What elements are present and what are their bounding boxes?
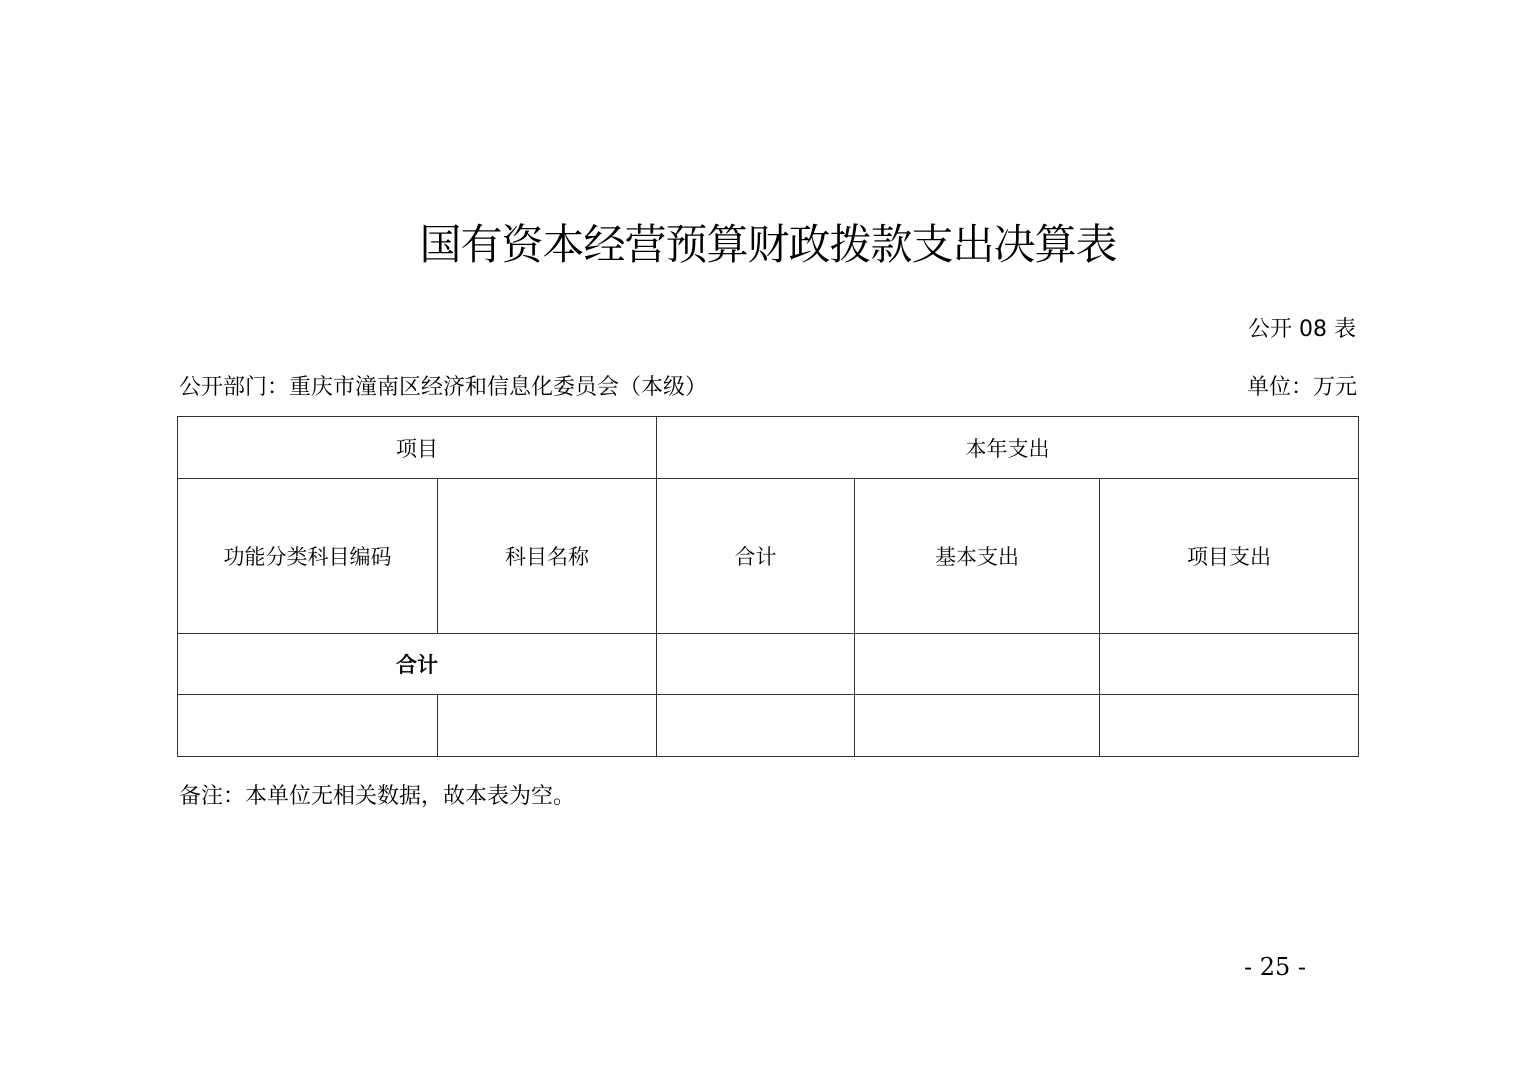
total-row-label: 合计 bbox=[178, 634, 657, 695]
page-title: 国有资本经营预算财政拨款支出决算表 bbox=[419, 220, 1117, 269]
row-code-cell bbox=[178, 695, 438, 757]
header-subject-name: 科目名称 bbox=[438, 479, 657, 634]
total-row-total bbox=[657, 634, 855, 695]
row-total-cell bbox=[657, 695, 855, 757]
form-number: 公开 08 表 bbox=[1248, 317, 1356, 342]
row-name-cell bbox=[438, 695, 657, 757]
unit-label: 单位：万元 bbox=[1246, 375, 1357, 400]
header-function-code: 功能分类科目编码 bbox=[178, 479, 438, 634]
table-column-header-row bbox=[178, 479, 1359, 634]
table-note: 备注：本单位无相关数据，故本表为空。 bbox=[179, 784, 576, 809]
table-group-header-row bbox=[178, 417, 1359, 479]
row-project-cell bbox=[1100, 695, 1359, 757]
header-item: 项目 bbox=[178, 417, 657, 479]
row-basic-cell bbox=[855, 695, 1100, 757]
header-current-year-expense: 本年支出 bbox=[657, 417, 1359, 479]
budget-table bbox=[177, 416, 1359, 757]
header-project-expense: 项目支出 bbox=[1100, 479, 1359, 634]
table-row bbox=[178, 695, 1359, 757]
header-total: 合计 bbox=[657, 479, 855, 634]
department-label: 公开部门：重庆市潼南区经济和信息化委员会（本级） bbox=[179, 375, 708, 400]
total-row-project bbox=[1100, 634, 1359, 695]
table-total-row bbox=[178, 634, 1359, 695]
page-number: - 25 - bbox=[1244, 953, 1307, 981]
total-row-basic bbox=[855, 634, 1100, 695]
header-basic-expense: 基本支出 bbox=[855, 479, 1100, 634]
